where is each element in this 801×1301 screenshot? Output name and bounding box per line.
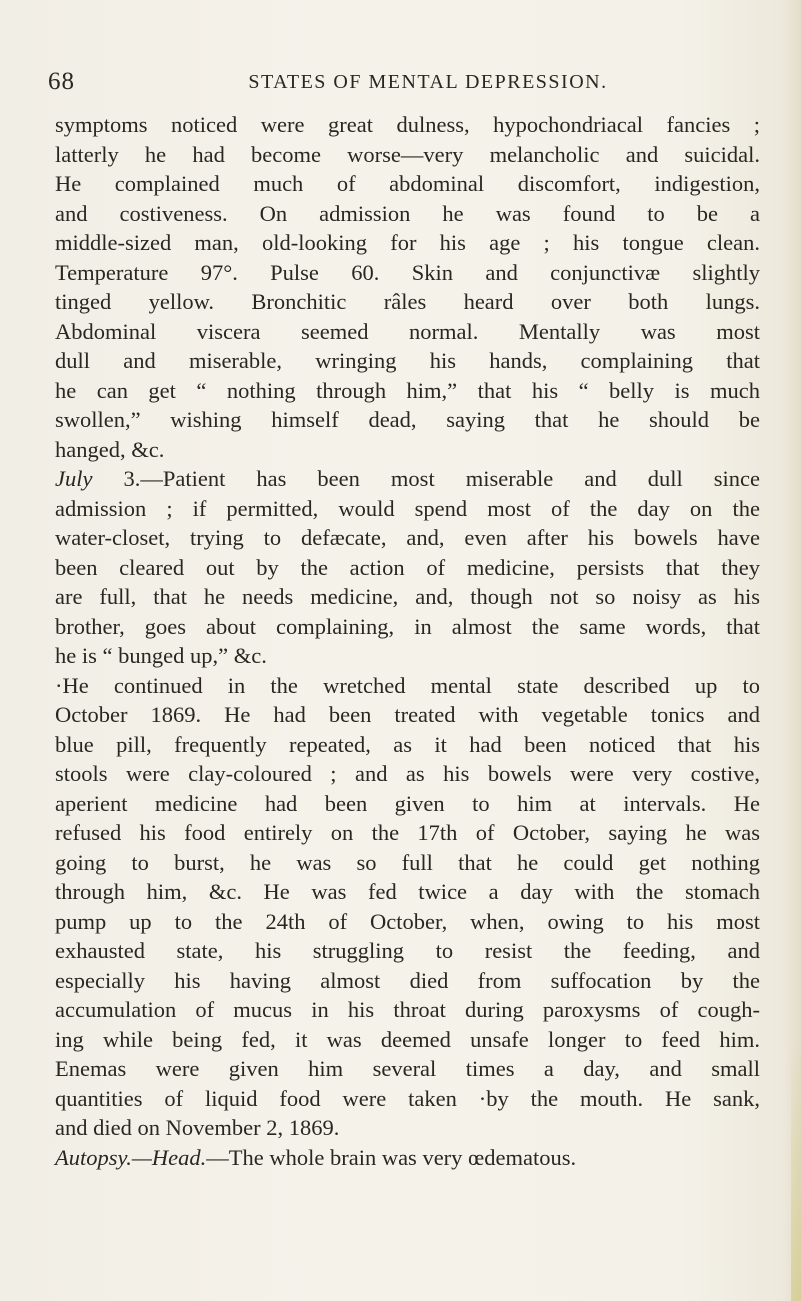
line-text: ing while being fed, it was deemed unsafe longer to feed him. [55, 1026, 760, 1052]
text-line [55, 1143, 760, 1173]
text-line [55, 258, 760, 288]
text-line [55, 789, 760, 819]
line-text: —The whole brain was very œdematous. [206, 1144, 577, 1170]
text-line [55, 317, 760, 347]
line-text: through him, &c. He was fed twice a day with the stomach [55, 879, 760, 904]
text-line [55, 818, 760, 848]
running-head: STATES OF MENTAL DEPRESSION. [248, 71, 608, 93]
line-text: he is “ bunged up,” &c. [55, 643, 267, 668]
text-line [55, 759, 760, 789]
text-line [55, 907, 760, 937]
text-line [55, 140, 760, 170]
text-line [55, 966, 760, 996]
line-text: quantities of liquid food were taken ·by the mouth. He sank, [55, 1085, 760, 1111]
text-line [55, 877, 760, 907]
line-text: He complained much of abdominal discomfort, indigestion, [55, 171, 760, 196]
text-line [55, 405, 760, 435]
page-number: 68 [48, 68, 75, 95]
line-text: 3.—Patient has been most miserable and dull since [92, 466, 760, 491]
line-text: middle-sized man, old-looking for his age ; his tongue clean. [55, 230, 760, 255]
line-text: pump up to the 24th of October, when, owing to his most [55, 908, 760, 934]
page-edge-stain [791, 1041, 801, 1301]
line-text: accumulation of mucus in his throat during paroxysms of cough- [55, 997, 760, 1022]
line-text: water-closet, trying to defæcate, and, even after his bowels have [55, 525, 760, 550]
line-text: hanged, &c. [55, 436, 165, 462]
line-text: and costiveness. On admission he was found to be a [55, 200, 760, 226]
text-line [55, 1084, 760, 1114]
text-line [55, 1113, 760, 1143]
text-line [55, 671, 760, 701]
text-line [55, 700, 760, 730]
line-text: especially his having almost died from suffocation by the [55, 967, 760, 993]
text-line [55, 464, 760, 494]
text-line [55, 730, 760, 760]
line-text: refused his food entirely on the 17th of October, saying he was [55, 820, 760, 845]
text-line [55, 199, 760, 229]
body-text [55, 110, 760, 1172]
line-text: stools were clay-coloured ; and as his bowels were very costive, [55, 761, 760, 786]
text-line [55, 287, 760, 317]
text-line [55, 523, 760, 553]
text-line [55, 848, 760, 878]
line-text: tinged yellow. Bronchitic râles heard over both lungs. [55, 289, 760, 314]
text-line [55, 1054, 760, 1084]
text-line [55, 110, 760, 140]
text-line [55, 435, 760, 465]
text-line [55, 376, 760, 406]
line-text: Abdominal viscera seemed normal. Mentally was most [55, 318, 760, 344]
text-line [55, 936, 760, 966]
text-line [55, 612, 760, 642]
text-line [55, 1025, 760, 1055]
line-text: brother, goes about complaining, in almost the same words, that [55, 613, 760, 639]
text-line [55, 346, 760, 376]
line-text: been cleared out by the action of medicine, persists that they [55, 554, 760, 580]
text-line [55, 494, 760, 524]
line-text: going to burst, he was so full that he could get nothing [55, 849, 760, 875]
line-text: are full, that he needs medicine, and, though not so noisy as his [55, 584, 760, 609]
text-line [55, 169, 760, 199]
line-text: swollen,” wishing himself dead, saying that he should be [55, 407, 760, 432]
line-text: blue pill, frequently repeated, as it had been noticed that his [55, 731, 760, 757]
italic-lead: July [55, 466, 93, 491]
line-text: latterly he had become worse—very melancholic and suicidal. [55, 141, 760, 167]
text-line [55, 553, 760, 583]
line-text: exhausted state, his struggling to resist the feeding, and [55, 938, 760, 963]
line-text: aperient medicine had been given to him at intervals. He [55, 790, 760, 816]
italic-lead: Autopsy.—Head. [55, 1144, 207, 1170]
text-line [55, 582, 760, 612]
line-text: October 1869. He had been treated with vegetable tonics and [55, 702, 760, 727]
text-line [55, 995, 760, 1025]
line-text: symptoms noticed were great dulness, hypochondriacal fancies ; [55, 112, 760, 137]
line-text: ·He continued in the wretched mental state described up to [55, 672, 760, 698]
line-text: admission ; if permitted, would spend most of the day on the [55, 495, 760, 521]
line-text: dull and miserable, wringing his hands, complaining that [55, 348, 760, 373]
page-header [48, 68, 748, 102]
line-text: Enemas were given him several times a day, and small [55, 1056, 760, 1081]
line-text: he can get “ nothing through him,” that his “ belly is much [55, 377, 760, 403]
line-text: and died on November 2, 1869. [55, 1115, 340, 1140]
text-line [55, 228, 760, 258]
text-line [55, 641, 760, 671]
line-text: Temperature 97°. Pulse 60. Skin and conjunctivæ slightly [55, 259, 760, 285]
